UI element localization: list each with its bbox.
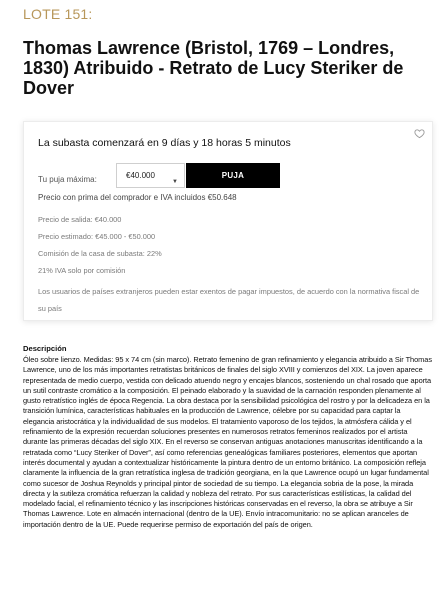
caret-down-icon: ▼ (172, 179, 178, 185)
description-body: Óleo sobre lienzo. Medidas: 95 x 74 cm (sin marco). Retrato femenino de gran refinamiento y elegancia atribuido a Sir Thomas Lawrence, uno de los más importantes retratistas británicos de finales del siglo XVIII y comienzos del XIX. La joven aparece representada de medio cuerpo, vestida con delicado atuendo negro y encajes blancos, sosteniendo un chal rosado que aporta un sutil contraste cromático a la composición. El peinado elaborado y la suavidad de la carnación responden plenamente al gusto retratístico inglés de época Regencia. La obra destaca por la sensibilidad psicológica del rostro y por la delicadeza en la transición lumínica, características habituales en la producción de Lawrence, célebre por su capacidad para captar la elegancia aristocrática y la individualidad de sus modelos. El tratamiento vaporoso de los tejidos, la atmósfera cálida y el refinamiento de la expresión recuerdan soluciones presentes en numerosos retratos femeninos realizados por el artista durante las primeras décadas del siglo XIX. En el reverso se conservan antiguas anotaciones manuscritas identificando a la retratada como “Lucy Steriker of Dover”, así como referencias genealógicas familiares posteriores, elementos que aportan interés documental y ayudan a contextualizar históricamente la pintura dentro de un entorno británico. La composición refleja claramente la influencia de la gran retratística inglesa de tradición georgiana, en la que Lawrence ocupó un lugar fundamental como sucesor de Joshua Reynolds y principal pintor de sociedad de su tiempo. La elegancia sobria de la pose, la mirada directa y la sutileza cromática refuerzan la calidad y nobleza del retrato. Por sus características estilísticas, la calidad del modelado facial, el refinamiento técnico y las inscripciones históricas conservadas en el reverso, la obra se atribuye a Sir Thomas Lawrence. Lote en almacén internacional (dentro de la UE). Envío intracomunitario: no se aplican aranceles de importación dentro de la UE. Puede requerirse permiso de exportación del país de origen. (23, 355, 432, 529)
premium-total: Precio con prima del comprador e IVA incluidos €50.648 (38, 193, 237, 202)
bid-card (23, 121, 433, 321)
estimated-price: Precio estimado: €45.000 - €50.000 (38, 232, 156, 241)
auction-commission: Comisión de la casa de subasta: 22% (38, 249, 162, 258)
lot-number: LOTE 151: (23, 6, 93, 22)
foreign-tax-note: Los usuarios de países extranjeros pueden estar exentos de pagar impuestos, de acuerdo con la normativa fiscal de su país (38, 287, 420, 313)
vat-note: 21% IVA solo por comisión (38, 266, 126, 275)
bid-button[interactable]: PUJA (186, 163, 280, 188)
max-bid-label: Tu puja máxima: (38, 175, 97, 184)
starting-price: Precio de salida: €40.000 (38, 215, 122, 224)
lot-title: Thomas Lawrence (Bristol, 1769 – Londres, 1830) Atribuido - Retrato de Lucy Steriker de Dover (23, 38, 404, 98)
max-bid-select[interactable] (116, 163, 185, 188)
description-heading: Descripción (23, 344, 67, 353)
max-bid-value: €40.000 (126, 171, 155, 180)
auction-countdown: La subasta comenzará en 9 días y 18 horas 5 minutos (38, 137, 291, 149)
heart-outline-icon[interactable] (414, 126, 425, 137)
